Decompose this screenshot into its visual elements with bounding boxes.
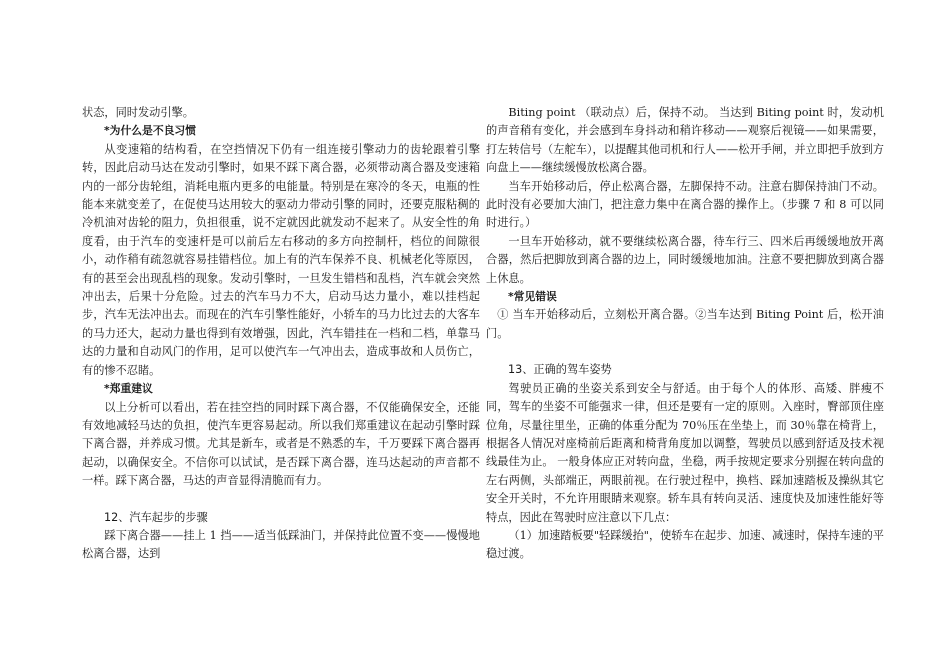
section-title-12: 12、汽车起步的步骤 [104,510,208,524]
heading-bad-habit: *为什么是不良习惯 [104,124,197,138]
spacer [486,343,884,361]
paragraph-common-errors: ① 当车开始移动后，立刻松开离合器。②当车达到 Biting Point 后，松开油门。 [486,308,884,340]
paragraph-bad-habit: 从变速箱的结构看，在空挡情况下仍有一组连接引擎动力的齿轮跟着引擎转，因此启动马达在发动引擎时，如果不踩下离合器，必须带动离合器及变速箱内的一部分齿轮组，消耗电瓶内更多的电能量。特别是在寒冷的冬天，电瓶的性能本来就变差了，在促使马达用较大的驱动力带动引擎的同时，还要克服粘稠的冷机油对齿轮的阻力，负担很重，说不定就因此就发动不起来了。从安全性的角度看，由于汽车的变速杆是可以前后左右移动的多方向控制杆，档位的间隙很小，动作稍有疏忽就容易挂错档位。加上有的汽车保养不良、机械老化等原因，有的甚至会出现乱档的现象。发动引擎时，一旦发生错档和乱档，汽车就会突然冲出去，后果十分危险。过去的汽车马力不大，启动马达力量小，难以挂档起步，汽车无法冲出去。而现在的汽车引擎性能好，小轿车的马力比过去的大客车的马力还大，起动力量也得到有效增强，因此，汽车错挂在一档和二档，单靠马达的力量和自动风门的作用，足可以使汽车一气冲出去，造成事故和人员伤亡，有的惨不忍睹。 [82,142,480,377]
right-column [486,104,884,564]
spacer [82,491,480,509]
paragraph-biting-point: Biting point （联动点）后，保持不动。 当达到 Biting point 时，发动机的声音稍有变化，并会感到车身抖动和稍许移动——观察后视镜——如果需要，打左转信号（左舵车），以提醒其他司机和行人——松开手闸，并立即把手放到方向盘上——继续缓慢放松离合器。 [486,106,884,175]
paragraph-posture: 驾驶员正确的坐姿关系到安全与舒适。由于每个人的体形、高矮、胖瘦不同，驾车的坐姿不可能强求一律，但还是要有一定的原则。入座时，臀部顶住座位角，尽量往里坐，正确的体重分配为 70％压在坐垫上，而 30％靠在椅背上，根据各人情况对座椅前后距离和椅背角度加以调整，驾驶员以感到舒适及技术视线最佳为止。 一般身体应正对转向盘，坐稳，两手按规定要求分别握在转向盘的左右两侧，头部端正，两眼前视。在行驶过程中，换档、踩加速踏板及操纵其它安全开关时，不允许用眼睛来观察。轿车具有转向灵活、速度快及加速性能好等特点，因此在驾驶时应注意以下几点： [486,381,884,524]
left-column [82,104,480,564]
paragraph-point-1: （1）加速踏板要"轻踩缓抬"，使轿车在起步、加速、减速时，保持车速的平稳过渡。 [486,528,884,561]
heading-common-errors: *常见错误 [508,290,557,304]
paragraph-start-steps: 踩下离合器——挂上 1 挡——适当低踩油门，并保持此位置不变——慢慢地松离合器，达到 [82,528,480,561]
section-title-13: 13、正确的驾车姿势 [508,363,612,377]
paragraph-once-moving: 一旦车开始移动，就不要继续松离合器，待车行三、四米后再缓缓地放开离合器，然后把脚放到离合器的边上，同时缓缓地加油。注意不要把脚放到离合器上休息。 [486,234,884,285]
paragraph-continuation: 状态，同时发动引擎。 [82,106,194,119]
heading-recommendation: *郑重建议 [104,382,153,396]
paragraph-stop-release: 当车开始移动后，停止松离合器，左脚保持不动。注意右脚保持油门不动。此时没有必要加大油门，把注意力集中在离合器的操作上。（步骤 7 和 8 可以同时进行。） [486,179,884,230]
paragraph-recommendation: 以上分析可以看出，若在挂空挡的同时踩下离合器，不仅能确保安全，还能有效地减轻马达的负担，使汽车更容易起动。所以我们郑重建议在起动引擎时踩下离合器，并养成习惯。尤其是新车，或者是不熟悉的车，千万要踩下离合器再起动，以确保安全。不信你可以试试，是否踩下离合器，连马达起动的声音都不一样。踩下离合器，马达的声音显得清脆而有力。 [82,400,480,488]
